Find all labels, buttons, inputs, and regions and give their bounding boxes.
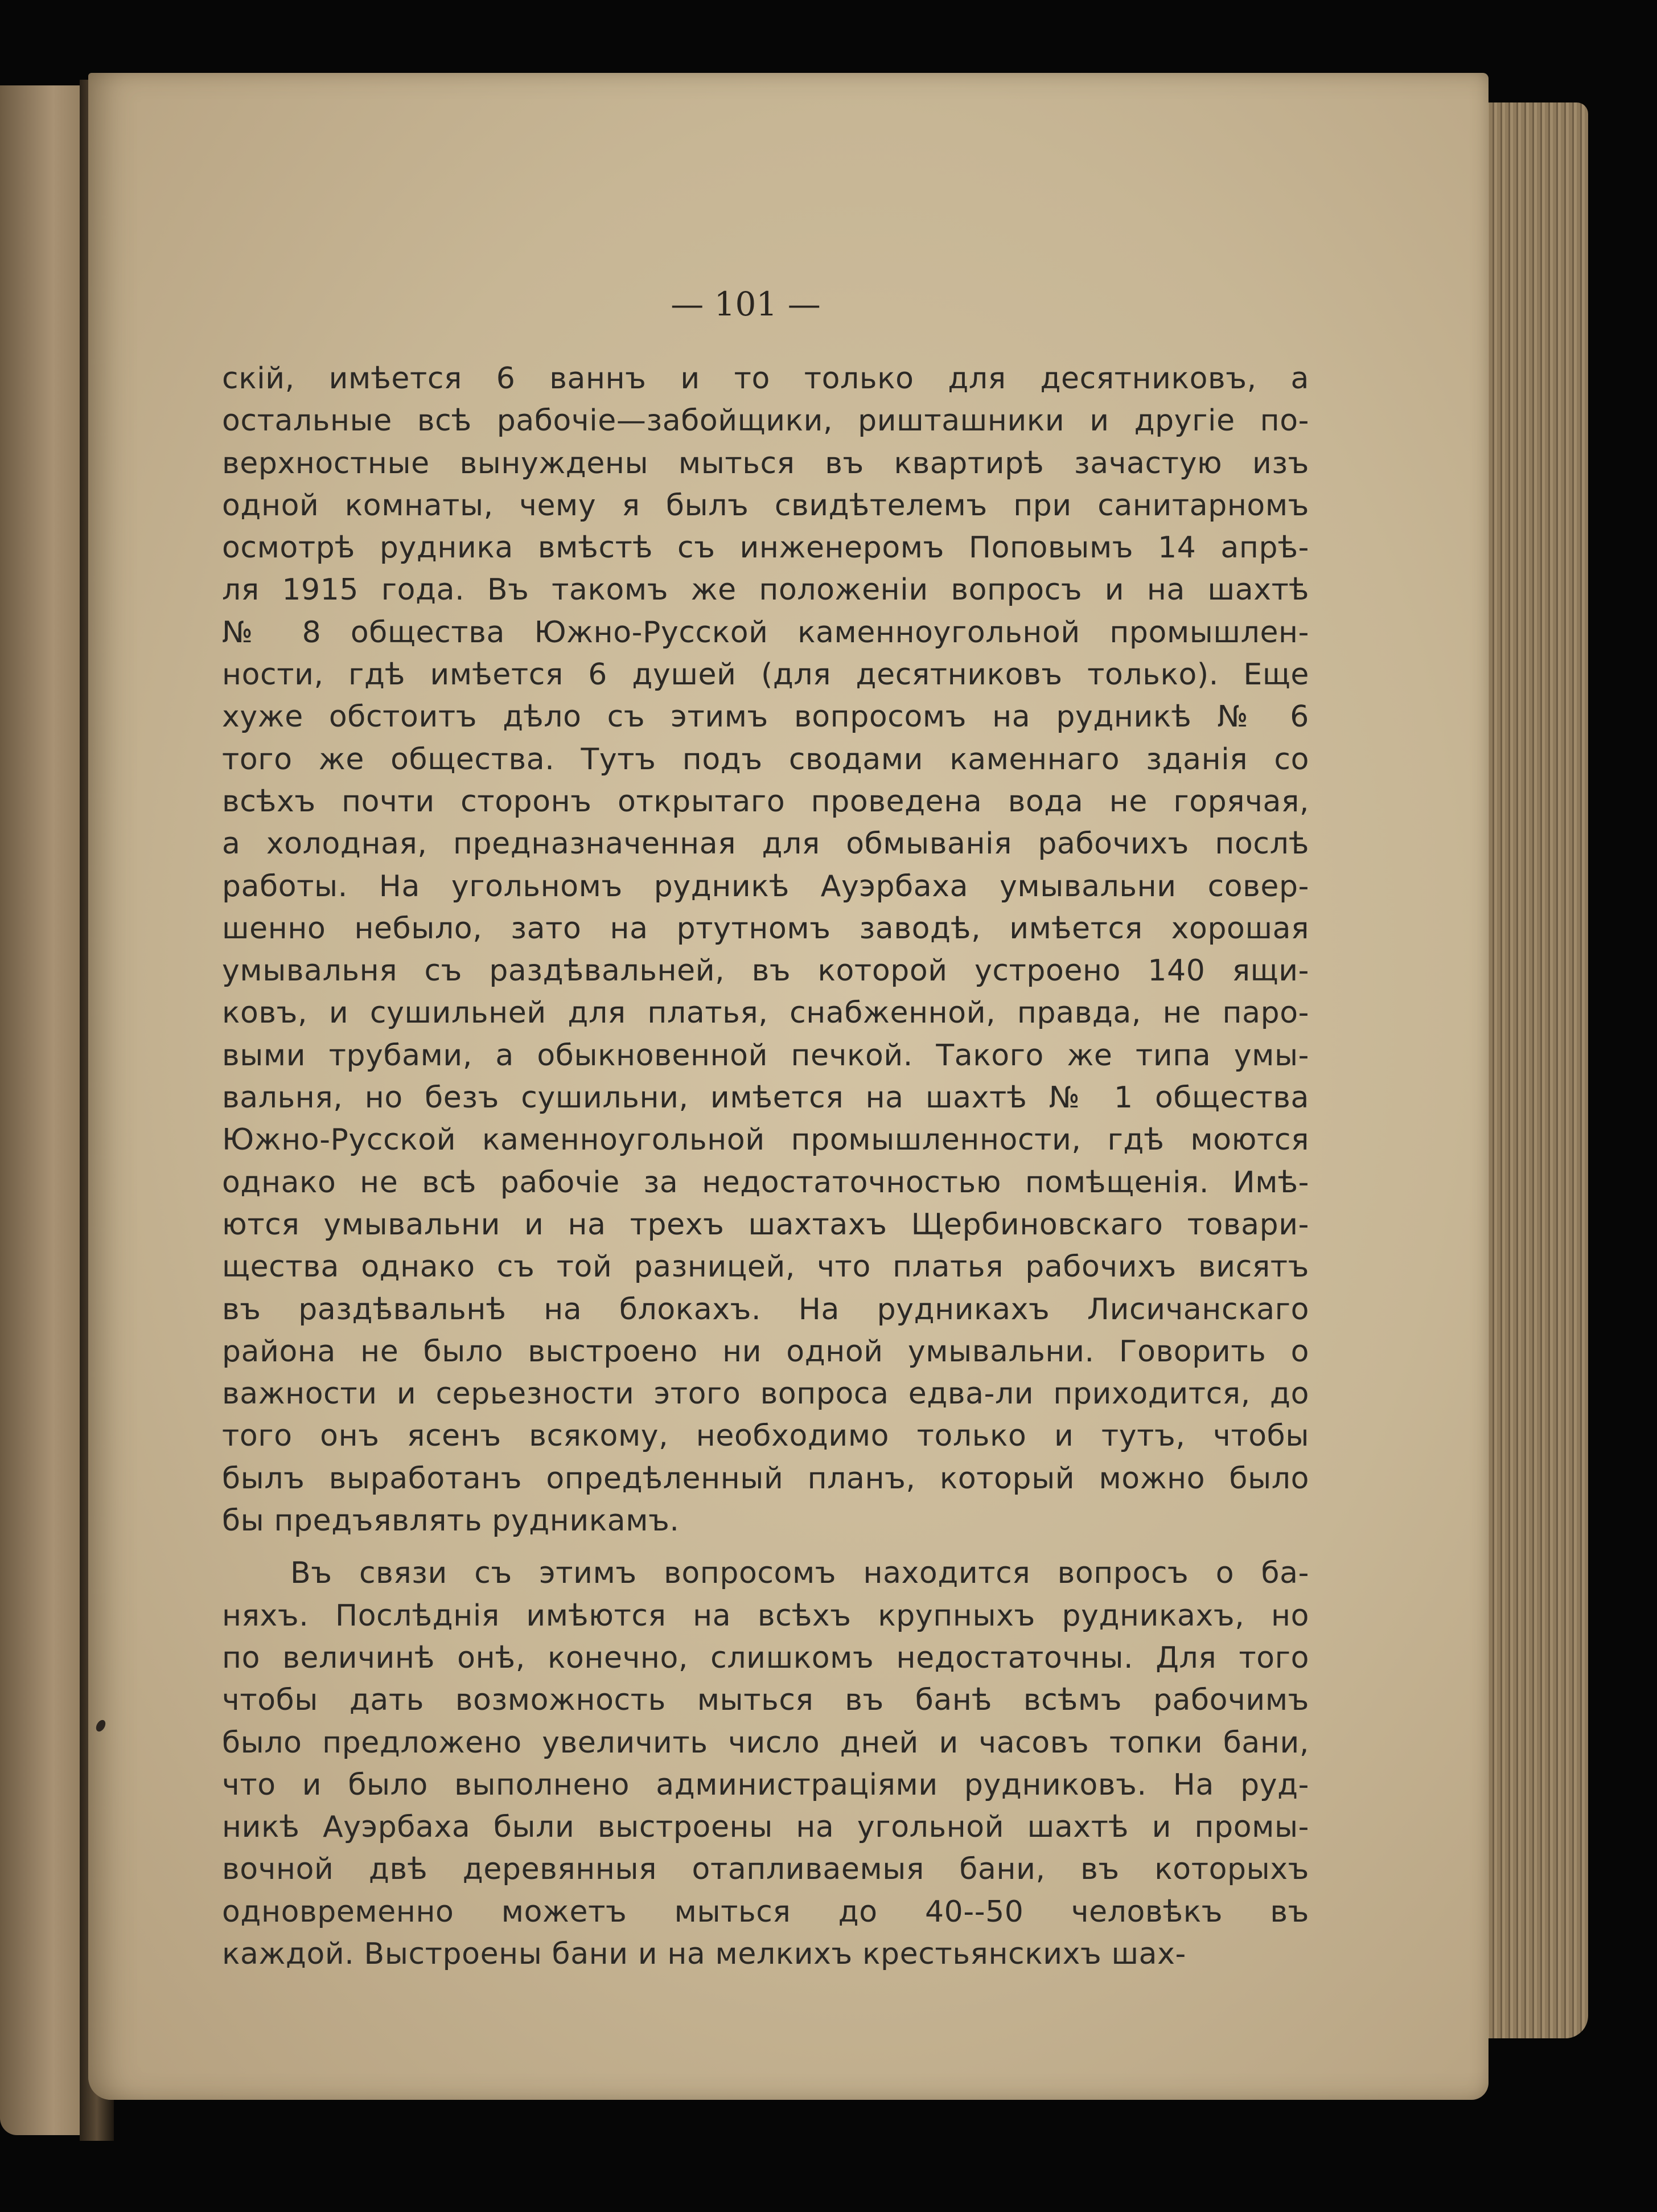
- text-line: остальные всѣ рабочіе—забойщики, ришташники и другіе по-: [222, 404, 1309, 438]
- text-line: того онъ ясенъ всякому, необходимо только и тутъ, чтобы: [222, 1419, 1309, 1454]
- text-line: вальня, но безъ сушильни, имѣется на шахтѣ № 1 общества: [222, 1081, 1309, 1115]
- text-line: одновременно можетъ мыться до 40--50 человѣкъ въ: [222, 1894, 1309, 1929]
- text-line: шенно небыло, зато на ртутномъ заводѣ, имѣется хорошая: [222, 911, 1309, 946]
- text-line: что и было выполнено администраціями рудниковъ. На руд-: [222, 1767, 1309, 1802]
- text-line: Южно-Русской каменноугольной промышленности, гдѣ моются: [222, 1123, 1309, 1158]
- text-line: работы. На угольномъ рудникѣ Ауэрбаха умывальни совер-: [222, 869, 1309, 904]
- text-line: скій, имѣется 6 ваннъ и то только для десятниковъ, а: [222, 362, 1309, 396]
- text-line: каждой. Выстроены бани и на мелкихъ крестьянскихъ шах-: [222, 1936, 1186, 1971]
- body-text: [222, 358, 1309, 1975]
- text-line: важности и серьезности этого вопроса едва-ли приходится, до: [222, 1377, 1309, 1411]
- text-line: всѣхъ почти сторонъ открытаго проведена вода не горячая,: [222, 784, 1309, 819]
- paragraph-1: [222, 358, 1309, 1542]
- text-line: одной комнаты, чему я былъ свидѣтелемъ при санитарномъ: [222, 488, 1309, 523]
- text-line: по величинѣ онѣ, конечно, слишкомъ недостаточны. Для того: [222, 1640, 1309, 1675]
- text-line: умывальня съ раздѣвальней, въ которой устроено 140 ящи-: [222, 954, 1309, 988]
- paragraph-2: [222, 1552, 1309, 1975]
- text-line: няхъ. Послѣднія имѣются на всѣхъ крупныхъ рудникахъ, но: [222, 1598, 1309, 1633]
- page-number: — 101 —: [671, 285, 821, 323]
- text-line: щества однако съ той разницей, что платья рабочихъ висятъ: [222, 1250, 1309, 1284]
- text-line: Въ связи съ этимъ вопросомъ находится вопросъ о ба-: [290, 1556, 1309, 1591]
- text-line: верхностные вынуждены мыться въ квартирѣ зачастую изъ: [222, 446, 1309, 481]
- text-line: никѣ Ауэрбаха были выстроены на угольной шахтѣ и промы-: [222, 1810, 1309, 1845]
- text-line: ковъ, и сушильней для платья, снабженной, правда, не паро-: [222, 996, 1309, 1031]
- text-line: хуже обстоитъ дѣло съ этимъ вопросомъ на рудникѣ № 6: [222, 700, 1309, 734]
- text-line: ля 1915 года. Въ такомъ же положеніи вопросъ и на шахтѣ: [222, 573, 1309, 608]
- text-line: было предложено увеличить число дней и часовъ топки бани,: [222, 1725, 1309, 1760]
- text-line: того же общества. Тутъ подъ сводами каменнаго зданія со: [222, 742, 1309, 777]
- text-line: бы предъявлять рудникамъ.: [222, 1504, 680, 1538]
- text-line: а холодная, предназначенная для обмыванія рабочихъ послѣ: [222, 827, 1309, 861]
- text-line: чтобы дать возможность мыться въ банѣ всѣмъ рабочимъ: [222, 1683, 1309, 1718]
- text-line: вочной двѣ деревянныя отапливаемыя бани, въ которыхъ: [222, 1852, 1309, 1887]
- text-line: въ раздѣвальнѣ на блокахъ. На рудникахъ Лисичанскаго: [222, 1292, 1309, 1327]
- text-line: былъ выработанъ опредѣленный планъ, который можно было: [222, 1461, 1309, 1496]
- text-line: выми трубами, а обыкновенной печкой. Такого же типа умы-: [222, 1038, 1309, 1073]
- text-line: № 8 общества Южно-Русской каменноугольной промышлен-: [222, 615, 1309, 650]
- text-line: осмотрѣ рудника вмѣстѣ съ инженеромъ Поповымъ 14 апрѣ-: [222, 531, 1309, 565]
- text-line: района не было выстроено ни одной умывальни. Говорить о: [222, 1334, 1309, 1369]
- text-line: однако не всѣ рабочіе за недостаточностью помѣщенія. Имѣ-: [222, 1165, 1309, 1200]
- text-line: ности, гдѣ имѣется 6 душей (для десятниковъ только). Еще: [222, 658, 1309, 692]
- text-line: ются умывальни и на трехъ шахтахъ Щербиновскаго товари-: [222, 1207, 1309, 1242]
